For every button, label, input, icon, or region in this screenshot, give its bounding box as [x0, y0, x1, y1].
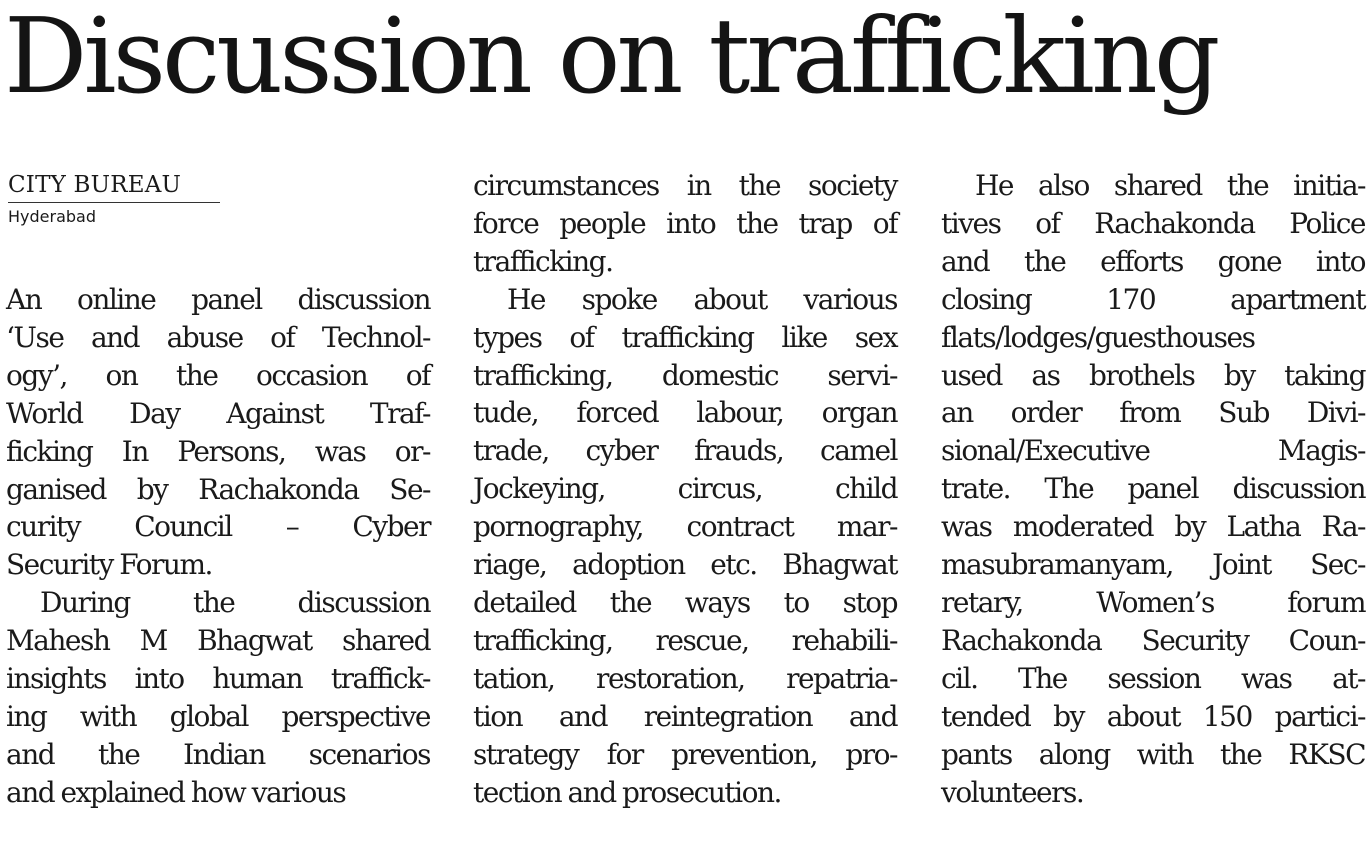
article-line: pants along with the RKSC [941, 737, 1365, 771]
article-line: sional/Executive Magis- [941, 434, 1365, 468]
article-column-2 [473, 167, 897, 811]
article-column-1 [6, 281, 430, 812]
article-line: masubramanyam, Joint Sec- [941, 548, 1365, 582]
article-line: force people into the trap of [473, 206, 897, 240]
article-line: retary, Women’s forum [941, 585, 1365, 619]
article-line: tion and reintegration and [473, 699, 897, 733]
article-line: Jockeying, circus, child [473, 472, 897, 506]
article-column-3 [941, 167, 1365, 811]
article-line: flats/lodges/guesthouses [941, 320, 1255, 354]
article-line: Mahesh M Bhagwat shared [6, 624, 430, 658]
article-line: curity Council – Cyber [6, 510, 430, 544]
article-line: strategy for prevention, pro- [473, 737, 897, 771]
article-line: pornography, contract mar- [473, 510, 897, 544]
article-line: Security Forum. [6, 548, 212, 582]
article-line: He spoke about various [507, 282, 897, 316]
article-line: tended by about 150 partici- [941, 699, 1365, 733]
article-line: An online panel discussion [6, 283, 430, 316]
article-line: During the discussion [40, 586, 430, 620]
article-line: volunteers. [941, 775, 1084, 809]
article-line: circumstances in the society [473, 169, 897, 202]
article-line: tives of Rachakonda Police [941, 206, 1365, 240]
headline: Discussion on trafficking [4, 0, 1217, 117]
article-line: tection and prosecution. [473, 775, 781, 809]
article-line: ficking In Persons, was or- [6, 434, 430, 468]
article-line: and explained how various [6, 775, 346, 809]
article-line: an order from Sub Divi- [941, 396, 1365, 430]
article-line: trate. The panel discussion [941, 472, 1365, 506]
article-line: ganised by Rachakonda Se- [6, 472, 430, 506]
article-line: tude, forced labour, organ [473, 396, 897, 430]
article-line: Rachakonda Security Coun- [941, 623, 1365, 657]
article-line: cil. The session was at- [941, 661, 1365, 695]
article-line: trafficking. [473, 244, 613, 278]
dateline: Hyderabad [8, 207, 96, 226]
byline-bureau: CITY BUREAU [8, 169, 220, 203]
article-line: and the Indian scenarios [6, 737, 430, 771]
article-line: World Day Against Traf- [6, 396, 430, 430]
byline [8, 169, 220, 229]
article-line: ing with global perspective [6, 699, 430, 733]
article-line: and the efforts gone into [941, 244, 1365, 278]
article-line: trade, cyber frauds, camel [473, 434, 897, 468]
article-line: insights into human traffick- [6, 662, 430, 696]
article-line: trafficking, rescue, rehabili- [473, 623, 897, 657]
article-line: used as brothels by taking [941, 358, 1365, 392]
article-line: detailed the ways to stop [473, 585, 897, 619]
article-line: trafficking, domestic servi- [473, 358, 897, 392]
article-line: ogy’, on the occasion of [6, 358, 430, 392]
article-line: types of trafficking like sex [473, 320, 897, 354]
article-line: riage, adoption etc. Bhagwat [473, 548, 897, 582]
article-line: tation, restoration, repatria- [473, 661, 897, 695]
article-line: was moderated by Latha Ra- [941, 510, 1365, 544]
article-line: ‘Use and abuse of Technol- [6, 320, 430, 354]
article-line: closing 170 apartment [941, 282, 1365, 316]
article-line: He also shared the initia- [975, 169, 1365, 202]
